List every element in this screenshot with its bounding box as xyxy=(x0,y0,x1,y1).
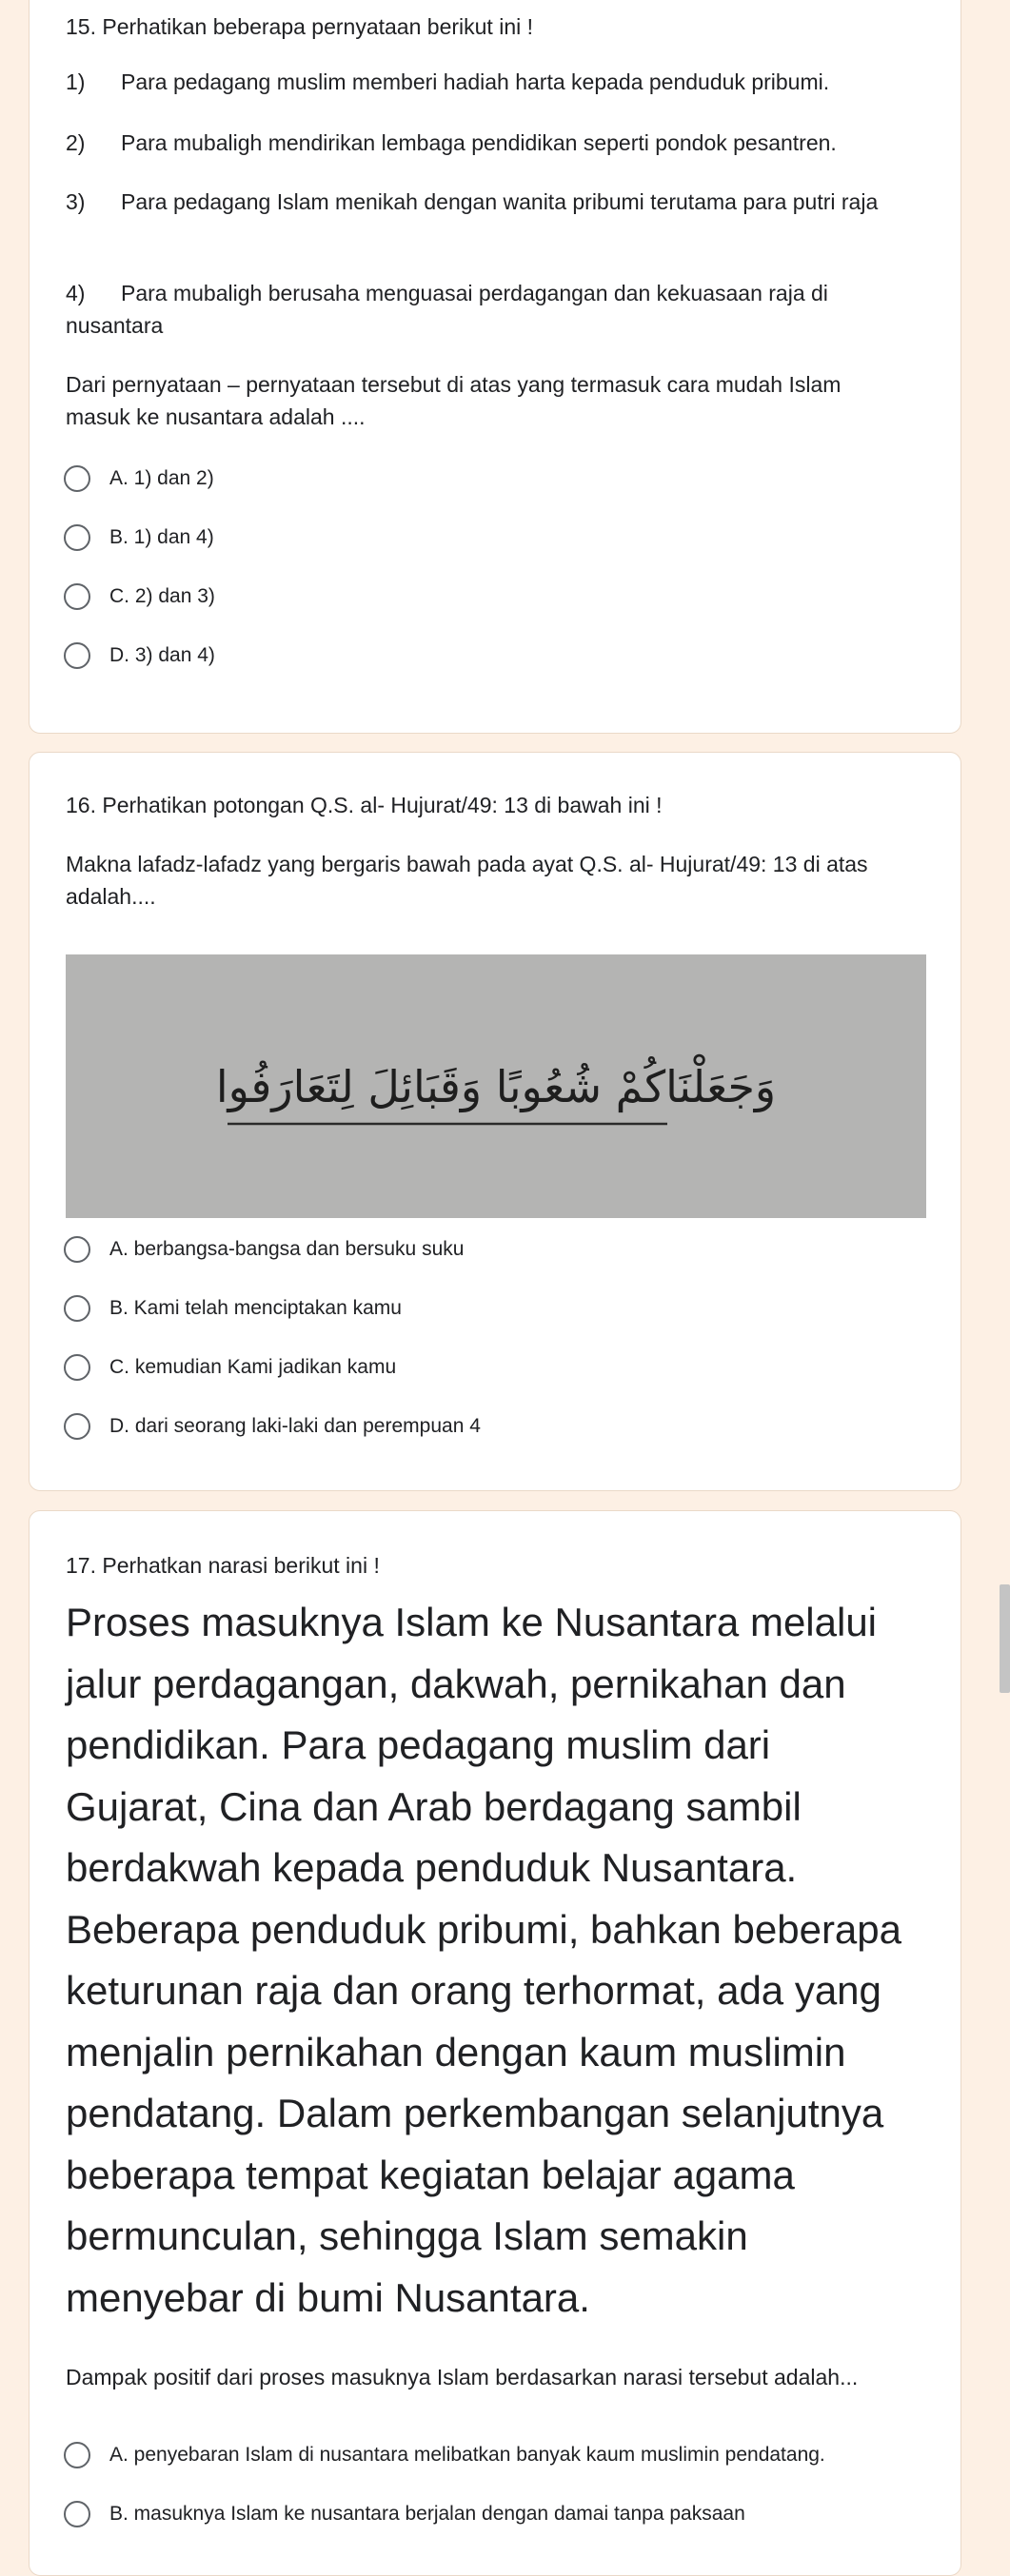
statement-number: 2) xyxy=(66,130,86,155)
answer-option[interactable] xyxy=(64,2438,825,2472)
radio-button[interactable] xyxy=(64,1413,90,1440)
statement-number: 3) xyxy=(66,189,86,214)
answer-option[interactable] xyxy=(64,580,215,614)
option-label: A. berbangsa-bangsa dan bersuku suku xyxy=(109,1238,465,1260)
radio-button[interactable] xyxy=(64,524,90,551)
statement-text: Para mubaligh mendirikan lembaga pendidikan seperti pondok pesantren. xyxy=(121,130,837,155)
statement-number: 4) xyxy=(66,281,86,305)
radio-button[interactable] xyxy=(64,1236,90,1263)
answer-option[interactable] xyxy=(64,639,215,673)
radio-button[interactable] xyxy=(64,465,90,492)
question-text: Dari pernyataan – pernyataan tersebut di atas yang termasuk cara mudah Islam masuk ke nusantara adalah .... xyxy=(66,372,842,429)
answer-option[interactable] xyxy=(64,1232,464,1267)
narrative-line: Proses masuknya Islam ke Nusantara melalui xyxy=(66,1600,878,1644)
narrative-line: berdakwah kepada penduduk Nusantara. xyxy=(66,1845,798,1890)
radio-button[interactable] xyxy=(64,2442,90,2468)
quran-verse-image xyxy=(66,954,926,1218)
question-title: 17. Perhatkan narasi berikut ini ! xyxy=(66,1553,380,1578)
narrative-line: pendidikan. Para pedagang muslim dari xyxy=(66,1722,771,1767)
narrative-line: Beberapa penduduk pribumi, bahkan beberapa xyxy=(66,1906,902,1952)
statement-text: Para mubaligh berusaha menguasai perdagangan dan kekuasaan raja di nusantara xyxy=(66,281,828,338)
option-label: B. Kami telah menciptakan kamu xyxy=(109,1297,402,1319)
radio-button[interactable] xyxy=(64,583,90,610)
narrative-line: keturunan raja dan orang terhormat, ada yang xyxy=(66,1968,881,2013)
answer-option[interactable] xyxy=(64,1350,396,1385)
radio-button[interactable] xyxy=(64,1354,90,1381)
statement-number: 1) xyxy=(66,69,86,94)
answer-option[interactable] xyxy=(64,521,214,555)
option-label: C. 2) dan 3) xyxy=(109,585,215,607)
question-card-15 xyxy=(29,0,961,734)
option-label: B. masuknya Islam ke nusantara berjalan dengan damai tanpa paksaan xyxy=(109,2503,745,2525)
option-label: A. 1) dan 2) xyxy=(109,467,214,489)
question-text: Dampak positif dari proses masuknya Islam berdasarkan narasi tersebut adalah... xyxy=(66,2365,859,2389)
narrative-line: jalur perdagangan, dakwah, pernikahan dan xyxy=(66,1661,846,1706)
narrative-block xyxy=(66,1592,941,2329)
answer-option[interactable] xyxy=(64,1291,402,1326)
arabic-verse-text: وَجَعَلْنَاكُمْ شُعُوبًا وَقَبَائِلَ لِتَعَارَفُوا xyxy=(215,1061,777,1112)
question-card-16 xyxy=(29,752,961,1491)
answer-option[interactable] xyxy=(64,1409,481,1444)
statement-text: Para pedagang Islam menikah dengan wanita pribumi terutama para putri raja xyxy=(121,189,879,214)
option-label: D. 3) dan 4) xyxy=(109,644,215,666)
statement-item xyxy=(66,127,903,159)
question-title: 16. Perhatikan potongan Q.S. al- Hujurat/49: 13 di bawah ini ! xyxy=(66,793,663,817)
narrative-line: pendatang. Dalam perkembangan selanjutnya xyxy=(66,2091,884,2135)
narrative-line: menjalin pernikahan dengan kaum muslimin xyxy=(66,2029,846,2075)
statement-item xyxy=(66,277,903,342)
option-label: A. penyebaran Islam di nusantara melibatkan banyak kaum muslimin pendatang. xyxy=(109,2444,825,2466)
statement-item xyxy=(66,66,903,98)
option-label: C. kemudian Kami jadikan kamu xyxy=(109,1356,397,1378)
radio-button[interactable] xyxy=(64,642,90,669)
narrative-line: bermunculan, sehingga Islam semakin xyxy=(66,2213,748,2258)
question-text: Makna lafadz-lafadz yang bergaris bawah pada ayat Q.S. al- Hujurat/49: 13 di atas adalah.... xyxy=(66,852,868,909)
radio-button[interactable] xyxy=(64,2501,90,2527)
answer-option[interactable] xyxy=(64,462,214,496)
statement-item xyxy=(66,186,903,218)
question-card-17 xyxy=(29,1510,961,2576)
answer-option[interactable] xyxy=(64,2497,745,2531)
scrollbar-thumb[interactable] xyxy=(1000,1584,1010,1693)
narrative-line: Gujarat, Cina dan Arab berdagang sambil xyxy=(66,1783,802,1829)
narrative-line: beberapa tempat kegiatan belajar agama xyxy=(66,2152,795,2197)
question-title: 15. Perhatikan beberapa pernyataan berikut ini ! xyxy=(66,14,533,39)
radio-button[interactable] xyxy=(64,1295,90,1322)
option-label: B. 1) dan 4) xyxy=(109,526,214,548)
narrative-line: menyebar di bumi Nusantara. xyxy=(66,2274,590,2320)
option-label: D. dari seorang laki-laki dan perempuan 4 xyxy=(109,1415,481,1437)
statement-text: Para pedagang muslim memberi hadiah harta kepada penduduk pribumi. xyxy=(121,69,830,94)
